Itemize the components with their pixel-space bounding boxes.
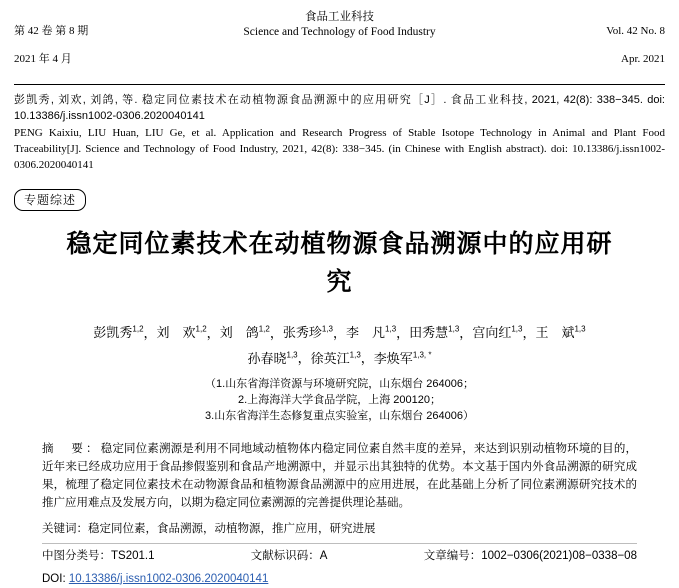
author-affiliation-marker: 1,3 [349, 350, 361, 360]
citation-block [0, 85, 679, 173]
keywords-text: 稳定同位素，食品溯源，动植物源，推广应用，研究进展 [88, 522, 376, 535]
document-code: 文献标识码：A [250, 549, 328, 562]
author-affiliation-marker: 1,3 [448, 325, 460, 334]
affiliation-list [60, 376, 619, 424]
volume-issue-en: Vol. 42 No. 8 [606, 25, 665, 37]
clc-number: 中图分类号：TS201.1 [42, 549, 155, 562]
author-separator: ， [143, 325, 157, 341]
doi-label: DOI: [42, 572, 69, 585]
abstract-block [42, 440, 637, 512]
author-separator: ， [332, 325, 346, 341]
citation-english: PENG Kaixiu, LIU Huan, LIU Ge, et al. Application and Research Progress of Stable Isotope Technology in Animal and Plant Food Traceability[J]. Science and Technology of Food Industry, 2021, 42(8): 338−345. (in Chinese with English abstract). doi: 10.13386/j.issn1002-0306.2020040141 [14, 127, 665, 171]
author-affiliation-marker: 1,3 [321, 325, 333, 334]
volume-issue-block [14, 10, 164, 80]
doi-link[interactable]: 10.13386/j.issn1002-0306.2020040141 [68, 572, 269, 585]
author-name: 李焕军$^{1,3, *}$ [373, 350, 432, 366]
publication-date-en: Apr. 2021 [621, 53, 665, 65]
affiliation-1: （1.山东省海洋资源与环境研究院，山东烟台 264006； [205, 377, 474, 390]
author-affiliation-marker: 1,3 [385, 325, 397, 334]
citation-chinese: 彭凯秀, 刘欢, 刘鸽, 等. 稳定同位素技术在动植物源食品溯源中的应用研究［J］. 食品工业科技, 2021, 42(8): 338−345. doi: 10.13386/j.issn1002-0306.2020040141 [14, 94, 665, 122]
keywords-block [42, 521, 637, 538]
journal-title-en: Science and Technology of Food Industry [243, 26, 436, 38]
author-line-1 [52, 319, 627, 344]
author-name: 宫向红$^{1,3}$ [472, 325, 523, 341]
article-id: 文章编号：1002−0306(2021)08−0338−08 [423, 549, 637, 562]
author-affiliation-marker: 1,2 [258, 325, 270, 334]
column-tag: 专题综述 [14, 189, 86, 211]
page-title: 稳定同位素技术在动植物源食品溯源中的应用研究 [66, 230, 613, 296]
volume-issue: 第 42 卷 第 8 期 [14, 25, 89, 37]
author-name: 彭凯秀$^{1,2}$ [93, 325, 144, 341]
author-name: 刘 鸽$^{1,2}$ [219, 325, 270, 341]
author-name: 张秀珍$^{1,3}$ [282, 325, 333, 341]
classification-row [42, 548, 637, 565]
abstract-text: 稳定同位素溯源是利用不同地域动植物体内稳定同位素自然丰度的差异，来达到识别动植物环境的目的，近年来已经成功应用于食品掺假鉴别和食品产地溯源中，并显示出其独特的优势。本文基于国内外食品溯源的研究成果，梳理了稳定同位素技术在动物源食品和植物源食品溯源中的应用进展，在此基础上分析了同位素溯源研究技术的推广应用难点及发展方向，以期为稳定同位素溯源的完善提供理论基础。 [42, 442, 637, 509]
author-name: 孙春晓$^{1,3}$ [247, 350, 298, 366]
doi-row [42, 571, 679, 588]
author-affiliation-marker: 1,3 [574, 325, 586, 334]
author-name: 田秀慧$^{1,3}$ [409, 325, 460, 341]
author-affiliation-marker: 1,3, * [412, 350, 432, 360]
author-separator: ， [360, 350, 374, 366]
author-separator: ， [297, 350, 311, 366]
author-list [52, 319, 627, 370]
author-affiliation-marker: 1,2 [132, 325, 144, 334]
author-name: 徐英江$^{1,3}$ [310, 350, 361, 366]
author-separator: ， [269, 325, 283, 341]
author-separator: ， [396, 325, 410, 341]
publication-date-cn: 2021 年 4 月 [14, 53, 72, 65]
author-affiliation-marker: 1,3 [286, 350, 298, 360]
abstract-label: 摘 要： [42, 442, 101, 455]
author-name: 李 凡$^{1,3}$ [346, 325, 397, 341]
author-separator: ， [459, 325, 473, 341]
author-line-2 [52, 344, 627, 369]
affiliation-3: 3.山东省海洋生态修复重点实验室，山东烟台 264006） [205, 409, 474, 422]
author-separator: ， [206, 325, 220, 341]
journal-title-block [164, 10, 515, 40]
journal-title-cn: 食品工业科技 [305, 11, 374, 23]
keywords-label: 关键词： [42, 522, 88, 535]
affiliation-2: 2.上海海洋大学食品学院，上海 200120； [238, 393, 441, 406]
running-head [0, 0, 679, 80]
author-separator: ， [522, 325, 536, 341]
volume-issue-en-block [515, 10, 665, 80]
author-affiliation-marker: 1,3 [511, 325, 523, 334]
column-tag-wrap [14, 189, 679, 211]
footer-divider [42, 543, 637, 544]
author-affiliation-marker: 1,2 [195, 325, 207, 334]
author-name: 王 斌$^{1,3}$ [535, 325, 586, 341]
author-name: 刘 欢$^{1,2}$ [156, 325, 207, 341]
